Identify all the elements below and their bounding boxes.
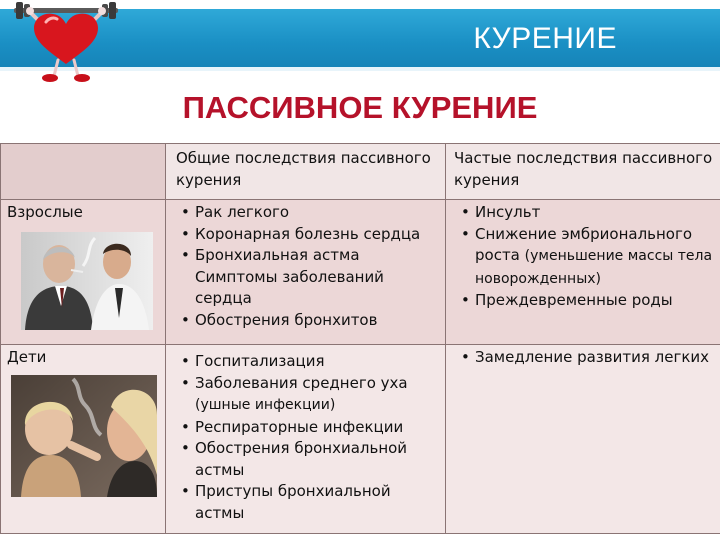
list-item — [473, 224, 714, 291]
slide-title: ПАССИВНОЕ КУРЕНИЕ — [182, 90, 538, 125]
children-general-list — [180, 351, 439, 524]
list-item: • Коронарная болезнь сердца — [193, 224, 439, 246]
adults-frequent-cell — [446, 200, 720, 345]
consequences-table — [0, 143, 720, 534]
list-item-text: Снижение эмбрионального роста — [475, 224, 693, 264]
adults-general-cell — [166, 200, 446, 345]
list-item: • Инсульт — [473, 202, 714, 224]
banner-title: КУРЕНИЕ — [473, 22, 617, 55]
header-general — [166, 144, 446, 200]
adults-frequent-list — [460, 202, 714, 312]
children-frequent-cell — [446, 345, 720, 534]
header-general-label: Общие последствия пассивного курения — [176, 149, 431, 189]
group-cell-adults — [1, 200, 166, 345]
list-item: • Рак легкого — [193, 202, 439, 224]
table-row — [1, 200, 720, 345]
group-label: Взрослые — [7, 203, 83, 221]
list-item-note: (уменьшение массы тела новорожденных) — [475, 248, 713, 287]
adults-smoking-photo — [21, 232, 153, 330]
header-blank-cell — [1, 144, 166, 200]
list-item-note: (ушные инфекции) — [195, 397, 336, 413]
table-row — [1, 345, 720, 534]
header-frequent — [446, 144, 720, 200]
list-item: • Респираторные инфекции — [193, 417, 439, 439]
list-item: • Приступы бронхиальной астмы — [193, 481, 439, 524]
heart-mascot-icon — [10, 0, 122, 86]
children-general-cell — [166, 345, 446, 534]
list-item: • Обострения бронхиальной астмы — [193, 438, 439, 481]
list-item: • Преждевременные роды — [473, 290, 714, 312]
header-frequent-label: Частые последствия пассивного курения — [454, 149, 713, 189]
list-item — [193, 373, 439, 417]
children-smoking-photo — [11, 375, 157, 497]
list-item: • Обострения бронхитов — [193, 310, 439, 332]
list-item: • Замедление развития легких — [473, 347, 714, 369]
table-header-row — [1, 144, 720, 200]
list-item-text: Заболевания среднего уха — [195, 373, 408, 392]
adults-general-list — [180, 202, 439, 331]
group-cell-children — [1, 345, 166, 534]
children-frequent-list — [460, 347, 714, 369]
list-item: • Бронхиальная астма Симптомы заболеваний сердца — [193, 245, 439, 310]
list-item: • Госпитализация — [193, 351, 439, 373]
group-label: Дети — [7, 348, 47, 366]
